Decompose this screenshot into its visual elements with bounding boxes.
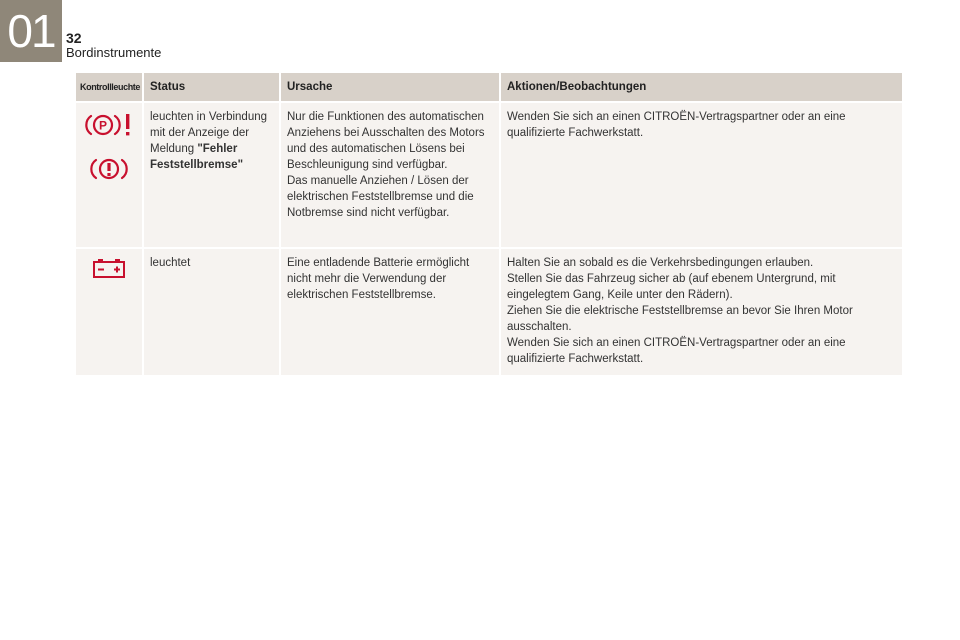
column-header-kontrollleuchte: Kontrollleuchte xyxy=(76,73,143,102)
column-header-ursache: Ursache xyxy=(280,73,500,102)
column-header-status: Status xyxy=(143,73,280,102)
actions-cell xyxy=(500,248,903,376)
warning-light-cell xyxy=(76,248,143,376)
section-title: Bordinstrumente xyxy=(66,45,162,60)
chapter-badge: 01 xyxy=(0,0,62,62)
cause-cell: Nur die Funktionen des automatischen Anziehens bei Ausschalten des Motors und des automatischen Lösens bei Beschleunigung sind verfügbar. Das manuelle Anziehen / Lösen der elektrischen Feststellbremse und die Notbremse sind nicht verfügbar. xyxy=(280,102,500,248)
svg-text:P: P xyxy=(98,118,108,133)
battery-warning-icon xyxy=(92,257,126,279)
actions-cell: Wenden Sie sich an einen CITROËN-Vertragspartner oder an eine qualifizierte Fachwerkstatt. xyxy=(500,102,903,248)
cause-cell: Eine entladende Batterie ermöglicht nicht mehr die Verwendung der elektrischen Feststellbremse. xyxy=(280,248,500,376)
column-header-aktionen: Aktionen/Beobachtungen xyxy=(500,73,903,102)
parking-brake-fault-icon xyxy=(89,155,129,183)
parking-brake-p-warning-icon xyxy=(83,111,135,139)
action-item: Ziehen Sie die elektrische Feststellbremse an bevor Sie Ihren Motor ausschalten. xyxy=(507,305,853,333)
table-row xyxy=(76,102,903,248)
action-item: Wenden Sie sich an einen CITROËN-Vertragspartner oder an eine qualifizierte Fachwerkstatt. xyxy=(507,337,846,365)
warning-lights-table xyxy=(76,73,904,377)
status-cell xyxy=(143,102,280,248)
action-item: Stellen Sie das Fahrzeug sicher ab (auf ebenem Untergrund, mit eingelegtem Gang, Keile unter den Rädern). xyxy=(507,273,836,301)
status-message: "Fehler Feststellbremse" xyxy=(150,143,244,171)
action-item: Halten Sie an sobald es die Verkehrsbedingungen erlauben. xyxy=(507,257,814,269)
table-row xyxy=(76,248,903,376)
page-number: 32 xyxy=(66,30,82,46)
table-header-row xyxy=(76,73,903,102)
warning-light-cell xyxy=(76,102,143,248)
status-text: leuchten in Verbindung mit der Anzeige der Meldung xyxy=(150,111,268,155)
status-cell: leuchtet xyxy=(143,248,280,376)
